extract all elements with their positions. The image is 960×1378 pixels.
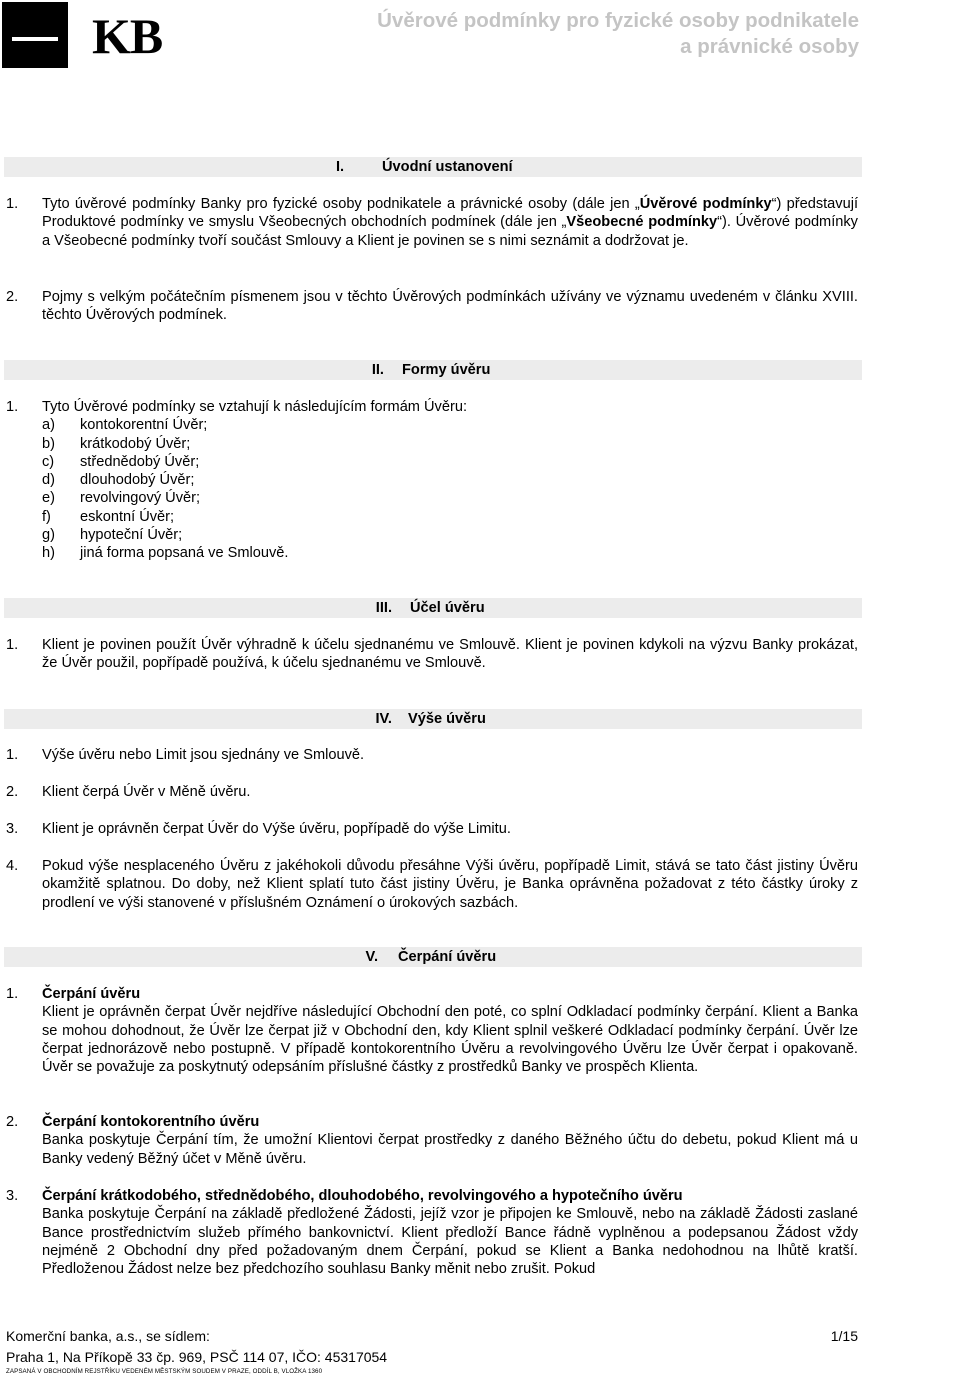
- document-title-line1: Úvěrové podmínky pro fyzické osoby podnikatele: [377, 9, 859, 32]
- section-heading-5: V. Čerpání úvěru: [4, 947, 862, 967]
- paragraph-5-2: 2. Čerpání kontokorentního úvěru Banka poskytuje Čerpání tím, že umožní Klientovi čerpat prostředky z daného Běžného účtu do debetu, pokud Klient má u Banky vedený Běžný účet v Měně úvěru.: [6, 1114, 858, 1167]
- paragraph-3-1: 1. Klient je povinen použít Úvěr výhradně k účelu sjednanému ve Smlouvě. Klient je povinen kdykoli na výzvu Banky prokázat, že Úvěr použil, popřípadě používá, k účelu sjednanému ve Smlouvě.: [6, 637, 858, 672]
- list-item: e) revolvingový Úvěr;: [42, 490, 201, 507]
- section-heading-2: II. Formy úvěru: [4, 360, 862, 380]
- kb-logo-text: KB: [92, 8, 163, 64]
- list-item: b) krátkodobý Úvěr;: [42, 435, 191, 452]
- footer-address: Praha 1, Na Příkopě 33 čp. 969, PSČ 114 07, IČO: 45317054: [6, 1349, 388, 1365]
- list-item: f) eskontní Úvěr;: [42, 508, 175, 525]
- list-item: a) kontokorentní Úvěr;: [42, 417, 208, 434]
- paragraph-5-1: 1. Čerpání úvěru Klient je oprávněn čerpat Úvěr nejdříve následující Obchodní den poté, co splní Odkladací podmínky čerpání. Klient a Banka se mohou dohodnout, že Úvěr lze čerpat již v Obchodní den, kdy Klient splnil veškeré Odkladací podmínky čerpání. Úvěr lze čerpat jednorázově nebo postupně. V případě kontokorentního Úvěru a revolvingového Úvěru lze Úvěr čerpat i opakovaně. Úvěr se považuje za poskytnutý odepsáním příslušné částky z prostředků Banky ve prospěch Klienta.: [6, 986, 858, 1076]
- kb-logo-mark: [2, 2, 68, 68]
- footer-company: Komerční banka, a.s., se sídlem: 1/15: [6, 1328, 858, 1344]
- section-heading-3: III. Účel úvěru: [4, 598, 862, 618]
- paragraph-1-1: 1. Tyto úvěrové podmínky Banky pro fyzické osoby podnikatele a právnické osoby (dále jen „Úvěrové podmínky“) představují Produktové podmínky ve smyslu Všeobecných obchodních podmínek (dále jen „Všeobecné podmínky“). Úvěrové podmínky a Všeobecné podmínky tvoří součást Smlouvy a Klient je povinen se s nimi seznámit a dodržovat je.: [6, 196, 858, 249]
- paragraph-1-2: 2. Pojmy s velkým počátečním písmenem jsou v těchto Úvěrových podmínkách užívány ve významu uvedeném v článku XVIII. těchto Úvěrových podmínek.: [6, 289, 858, 324]
- paragraph-4-4: 4. Pokud výše nesplaceného Úvěru z jakéhokoli důvodu přesáhne Výši úvěru, popřípadě Limit, stává se tato část jistiny Úvěru okamžitě splatnou. Do doby, než Klient splatí tuto část jistiny Úvěru, je Banka oprávněna požadovat z této částky úroky z prodlení ve výši stanovené v příslušném Oznámení o úrokových sazbách.: [6, 858, 858, 911]
- section-heading-1: I. Úvodní ustanovení: [4, 157, 862, 177]
- list-item: h) jiná forma popsaná ve Smlouvě.: [42, 545, 289, 562]
- page-number: 1/15: [830, 1328, 858, 1344]
- paragraph-heading: Čerpání úvěru: [42, 986, 141, 1002]
- document-title: [299, 8, 859, 60]
- document-title-line2: a právnické osoby: [680, 35, 859, 58]
- paragraph-heading: Čerpání kontokorentního úvěru: [42, 1114, 260, 1130]
- footer-registry: ZAPSANÁ V OBCHODNÍM REJSTŘÍKU VEDENÉM MĚSTSKÝM SOUDEM V PRAZE, ODDÍL B, VLOŽKA 1360: [6, 1368, 323, 1375]
- paragraph-4-3: 3. Klient je oprávněn čerpat Úvěr do Výše úvěru, popřípadě do výše Limitu.: [6, 821, 511, 837]
- list-item: g) hypoteční Úvěr;: [42, 527, 183, 544]
- paragraph-2-1: 1. Tyto Úvěrové podmínky se vztahují k následujícím formám Úvěru: a) kontokorentní Úvěr; b) krátkodobý Úvěr; c) střednědobý Úvěr; d) dlouhodobý Úvěr; e) revolvingový Úvěr; f) eskontní Úvěr; g) hypoteční Úvěr; h) jiná forma popsaná ve Smlouvě.: [6, 398, 858, 563]
- section-heading-4: IV. Výše úvěru: [4, 709, 862, 729]
- paragraph-4-2: 2. Klient čerpá Úvěr v Měně úvěru.: [6, 784, 251, 800]
- list-item: d) dlouhodobý Úvěr;: [42, 472, 195, 489]
- paragraph-5-3: 3. Čerpání krátkodobého, střednědobého, dlouhodobého, revolvingového a hypotečního úvěru Banka poskytuje Čerpání na základě předložené Žádosti, jejíž vzor je připojen ke Smlouvě, nebo na základě Žádosti zaslané Bance prostřednictvím služeb přímého bankovnictví. Klient předloží Bance řádně vyplněnou a podepsanou Žádost vždy nejméně 2 Obchodní dny před požadovaným dnem Čerpání, pokud se Klient a Banka nedohodnou na lhůtě kratší. Předloženou Žádost nelze bez předchozího souhlasu Banky měnit nebo zrušit. Pokud: [6, 1188, 858, 1278]
- paragraph-4-1: 1. Výše úvěru nebo Limit jsou sjednány ve Smlouvě.: [6, 747, 365, 763]
- list-item: c) střednědobý Úvěr;: [42, 453, 200, 470]
- paragraph-heading: Čerpání krátkodobého, střednědobého, dlouhodobého, revolvingového a hypotečního úvěru: [42, 1188, 683, 1204]
